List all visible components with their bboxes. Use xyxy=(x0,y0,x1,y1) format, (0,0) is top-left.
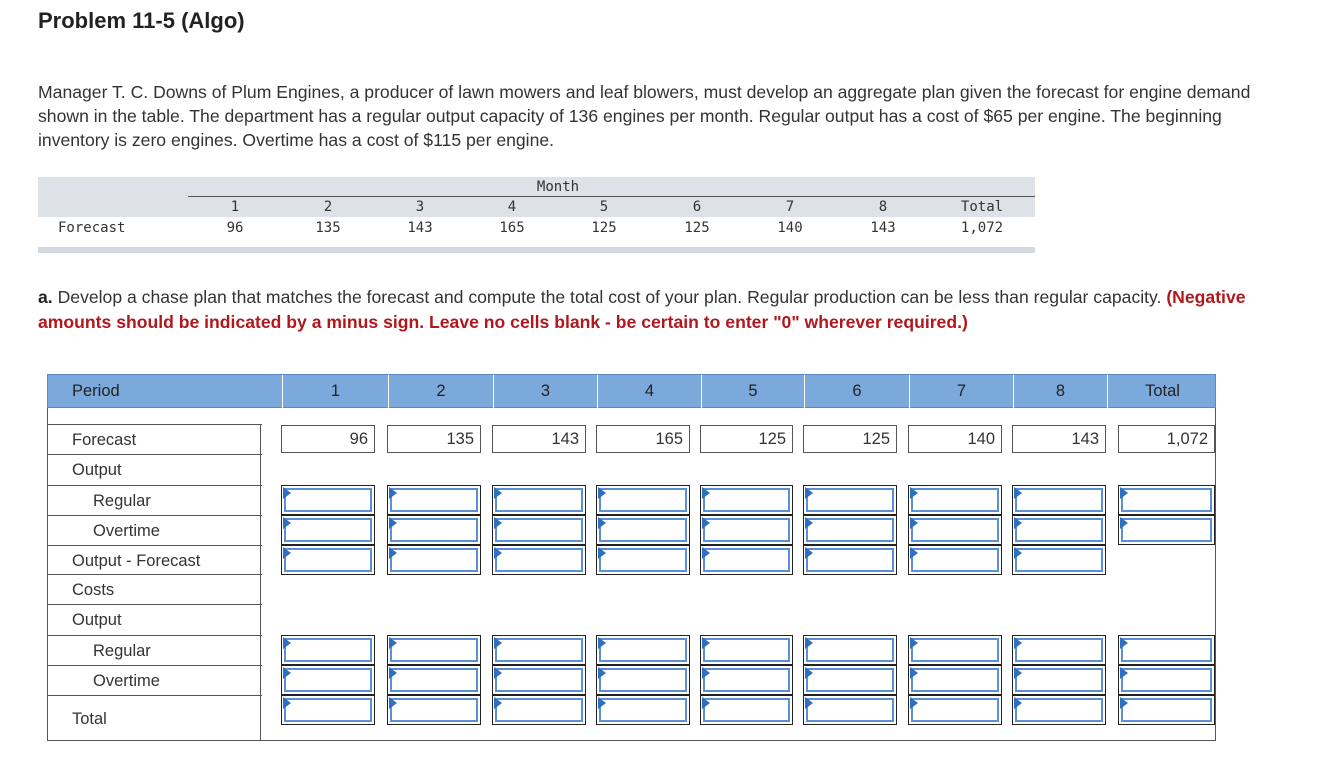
forecast-value-5: 125 xyxy=(591,220,617,236)
overtime-output-input-8[interactable] xyxy=(1012,515,1106,545)
forecast-cell-7: 140 xyxy=(908,425,1002,453)
row-label-forecast: Forecast xyxy=(48,424,262,454)
month-col-6: 6 xyxy=(692,199,702,215)
row-label-costs: Costs xyxy=(48,574,262,604)
regular-cost-input-7[interactable] xyxy=(908,635,1002,665)
overtime-output-input-1[interactable] xyxy=(281,515,375,545)
output-minus-forecast-input-5[interactable] xyxy=(700,545,793,575)
overtime-cost-input-1[interactable] xyxy=(281,665,375,695)
regular-cost-input-5[interactable] xyxy=(700,635,793,665)
month-col-4: 4 xyxy=(507,199,517,215)
problem-statement: Manager T. C. Downs of Plum Engines, a producer of lawn mowers and leaf blowers, must develop an aggregate plan given the forecast for engine demand shown in the table. The department has a regular output capacity of 136 engines per month. Regular output has a cost of $65 per engine. The beginning inventory is zero engines. Overtime has a cost of $115 per engine. xyxy=(38,82,1251,150)
forecast-cell-1: 96 xyxy=(281,425,375,453)
chase-plan-grid xyxy=(47,374,1216,741)
regular-output-input-3[interactable] xyxy=(492,485,586,515)
forecast-cell-8: 143 xyxy=(1012,425,1106,453)
header-col-total: Total xyxy=(1107,375,1217,409)
regular-cost-input-1[interactable] xyxy=(281,635,375,665)
regular-cost-input-total[interactable] xyxy=(1118,635,1215,665)
forecast-value-3: 143 xyxy=(407,220,433,236)
month-heading: Month xyxy=(536,179,580,195)
row-label-regular: Regular xyxy=(48,485,262,515)
overtime-cost-input-4[interactable] xyxy=(596,665,690,695)
row-label-output-minus-forecast: Output - Forecast xyxy=(48,545,262,575)
output-minus-forecast-input-2[interactable] xyxy=(387,545,481,575)
regular-output-input-1[interactable] xyxy=(281,485,375,515)
overtime-cost-input-2[interactable] xyxy=(387,665,481,695)
forecast-cell-2: 135 xyxy=(387,425,481,453)
overtime-cost-input-total[interactable] xyxy=(1118,665,1215,695)
forecast-cell-total: 1,072 xyxy=(1118,425,1215,453)
forecast-cell-5: 125 xyxy=(700,425,793,453)
overtime-output-input-7[interactable] xyxy=(908,515,1002,545)
row-label-cost-regular: Regular xyxy=(48,635,262,665)
forecast-value-4: 165 xyxy=(499,220,525,236)
forecast-cell-6: 125 xyxy=(803,425,897,453)
regular-cost-input-3[interactable] xyxy=(492,635,586,665)
output-minus-forecast-input-3[interactable] xyxy=(492,545,586,575)
overtime-cost-input-8[interactable] xyxy=(1012,665,1106,695)
regular-cost-input-8[interactable] xyxy=(1012,635,1106,665)
question-letter: a. xyxy=(38,287,53,307)
overtime-output-input-3[interactable] xyxy=(492,515,586,545)
total-cost-input-2[interactable] xyxy=(387,695,481,725)
overtime-cost-input-7[interactable] xyxy=(908,665,1002,695)
output-minus-forecast-input-4[interactable] xyxy=(596,545,690,575)
regular-output-input-6[interactable] xyxy=(803,485,897,515)
overtime-output-input-4[interactable] xyxy=(596,515,690,545)
total-cost-input-total[interactable] xyxy=(1118,695,1215,725)
forecast-value-1: 96 xyxy=(226,220,244,236)
question-text: Develop a chase plan that matches the forecast and compute the total cost of your plan. Regular production can be less than regular capacity. xyxy=(52,287,1167,307)
row-label-total: Total xyxy=(48,695,262,741)
regular-cost-input-4[interactable] xyxy=(596,635,690,665)
row-label-output: Output xyxy=(48,454,262,484)
total-cost-input-7[interactable] xyxy=(908,695,1002,725)
regular-output-input-5[interactable] xyxy=(700,485,793,515)
month-col-5: 5 xyxy=(599,199,609,215)
overtime-cost-input-6[interactable] xyxy=(803,665,897,695)
total-cost-input-4[interactable] xyxy=(596,695,690,725)
forecast-row-label: Forecast xyxy=(58,220,126,236)
row-label-overtime: Overtime xyxy=(48,515,262,545)
forecast-cell-3: 143 xyxy=(492,425,586,453)
total-cost-input-1[interactable] xyxy=(281,695,375,725)
header-col-5: 5 xyxy=(701,375,804,409)
regular-cost-input-6[interactable] xyxy=(803,635,897,665)
forecast-value-total: 1,072 xyxy=(960,220,1004,236)
month-col-total: Total xyxy=(960,199,1004,215)
overtime-output-input-6[interactable] xyxy=(803,515,897,545)
header-col-7: 7 xyxy=(909,375,1013,409)
problem-title: Problem 11-5 (Algo) xyxy=(38,8,245,33)
row-label-cost-output: Output xyxy=(48,604,262,634)
total-cost-input-5[interactable] xyxy=(700,695,793,725)
month-col-7: 7 xyxy=(785,199,795,215)
month-col-2: 2 xyxy=(323,199,333,215)
regular-output-input-4[interactable] xyxy=(596,485,690,515)
overtime-cost-input-5[interactable] xyxy=(700,665,793,695)
regular-output-input-8[interactable] xyxy=(1012,485,1106,515)
header-col-6: 6 xyxy=(804,375,909,409)
header-period: Period xyxy=(72,382,120,400)
forecast-cell-4: 165 xyxy=(596,425,690,453)
table-bottom-rule xyxy=(38,247,1035,253)
output-minus-forecast-input-7[interactable] xyxy=(908,545,1002,575)
total-cost-input-8[interactable] xyxy=(1012,695,1106,725)
regular-cost-input-2[interactable] xyxy=(387,635,481,665)
question-a xyxy=(38,285,1298,335)
regular-output-input-total[interactable] xyxy=(1118,485,1215,515)
overtime-output-input-2[interactable] xyxy=(387,515,481,545)
overtime-cost-input-3[interactable] xyxy=(492,665,586,695)
month-col-1: 1 xyxy=(230,199,240,215)
header-col-8: 8 xyxy=(1013,375,1107,409)
regular-output-input-2[interactable] xyxy=(387,485,481,515)
forecast-data-table xyxy=(38,177,1035,253)
forecast-value-2: 135 xyxy=(315,220,341,236)
row-label-column xyxy=(47,424,261,741)
header-col-3: 3 xyxy=(493,375,597,409)
header-col-1: 1 xyxy=(282,375,388,409)
header-col-2: 2 xyxy=(388,375,493,409)
total-cost-input-6[interactable] xyxy=(803,695,897,725)
overtime-output-input-5[interactable] xyxy=(700,515,793,545)
output-minus-forecast-input-1[interactable] xyxy=(281,545,375,575)
forecast-value-8: 143 xyxy=(870,220,896,236)
month-col-8: 8 xyxy=(878,199,888,215)
total-cost-input-3[interactable] xyxy=(492,695,586,725)
overtime-output-input-total[interactable] xyxy=(1118,515,1215,545)
header-col-4: 4 xyxy=(597,375,701,409)
forecast-value-7: 140 xyxy=(777,220,803,236)
month-heading-rule xyxy=(188,196,1035,197)
output-minus-forecast-input-6[interactable] xyxy=(803,545,897,575)
grid-header-row xyxy=(47,374,1216,408)
output-minus-forecast-input-8[interactable] xyxy=(1012,545,1106,575)
forecast-value-6: 125 xyxy=(684,220,710,236)
month-col-3: 3 xyxy=(415,199,425,215)
regular-output-input-7[interactable] xyxy=(908,485,1002,515)
question-instruction: (Negative amounts should be indicated by a minus sign. Leave no cells blank - be certain to enter "0" wherever required.) xyxy=(38,287,1246,332)
row-label-cost-overtime: Overtime xyxy=(48,665,262,695)
